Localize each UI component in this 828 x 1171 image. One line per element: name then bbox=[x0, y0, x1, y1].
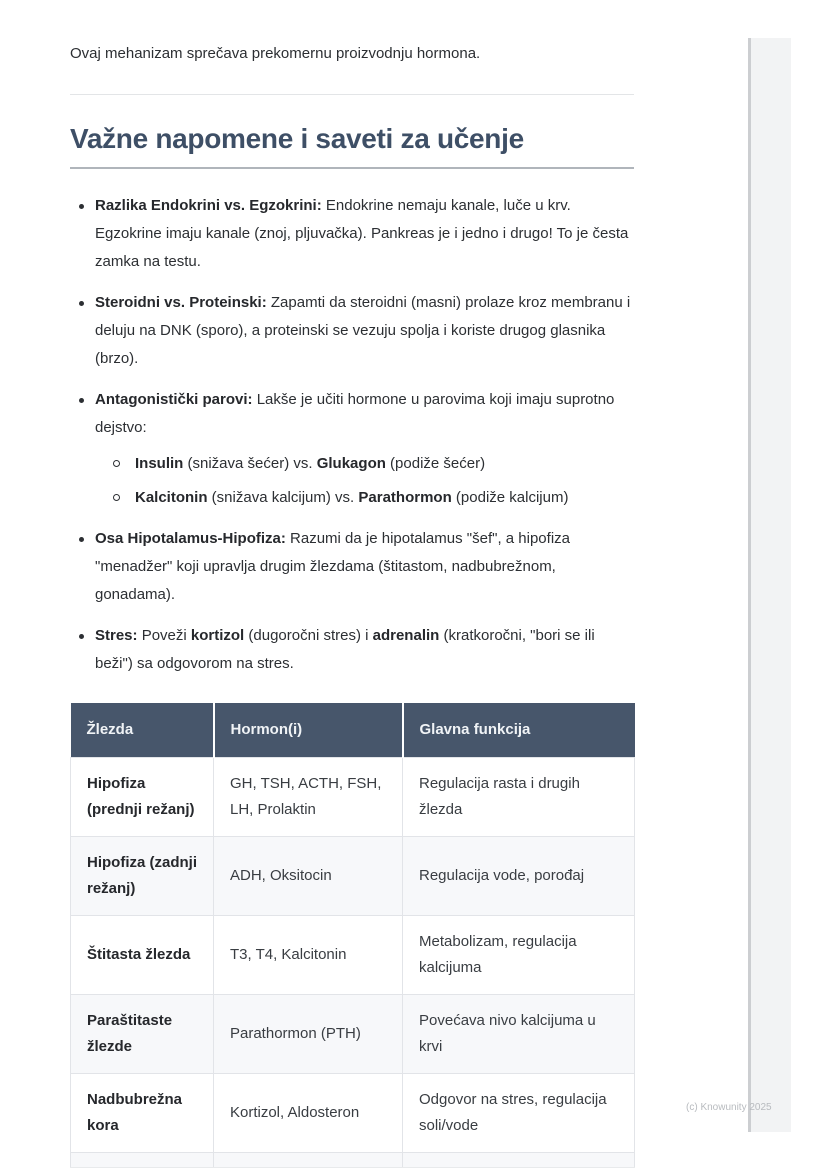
section-divider bbox=[70, 94, 634, 95]
adjacent-page-edge bbox=[748, 38, 791, 1132]
table-row bbox=[71, 1074, 635, 1153]
list-item: Osa Hipotalamus-Hipofiza: Razumi da je hipotalamus "šef", a hipofiza "menadžer" koji upravlja drugim žlezdama (štitastom, nadbubrežnom, gonadama). bbox=[70, 525, 634, 609]
hormone-table bbox=[70, 703, 635, 1168]
gland-cell: Hipofiza (zadnji režanj) bbox=[71, 837, 214, 916]
hormones-cell: Kortizol, Aldosteron bbox=[214, 1074, 403, 1153]
truncated-cell bbox=[214, 1153, 403, 1168]
function-cell: Regulacija vode, porođaj bbox=[403, 837, 635, 916]
column-header-function: Glavna funkcija bbox=[403, 703, 635, 758]
column-header-gland: Žlezda bbox=[71, 703, 214, 758]
gland-cell: Paraštitaste žlezde bbox=[71, 995, 214, 1074]
hormone-table-body bbox=[71, 758, 635, 1168]
truncated-cell bbox=[403, 1153, 635, 1168]
hormones-cell: GH, TSH, ACTH, FSH, LH, Prolaktin bbox=[214, 758, 403, 837]
function-cell: Odgovor na stres, regulacija soli/vode bbox=[403, 1074, 635, 1153]
sub-list-item: Insulin (snižava šećer) vs. Glukagon (podiže šećer) bbox=[95, 450, 634, 478]
hormones-cell: Parathormon (PTH) bbox=[214, 995, 403, 1074]
table-header-row bbox=[71, 703, 635, 758]
table-row-truncated bbox=[71, 1153, 635, 1168]
watermark: (c) Knowunity 2025 bbox=[686, 1102, 772, 1113]
sub-list bbox=[95, 450, 634, 512]
function-cell: Metabolizam, regulacija kalcijuma bbox=[403, 916, 635, 995]
table-row bbox=[71, 995, 635, 1074]
function-cell: Povećava nivo kalcijuma u krvi bbox=[403, 995, 635, 1074]
gland-cell: Nadbubrežna kora bbox=[71, 1074, 214, 1153]
sub-list-item: Kalcitonin (snižava kalcijum) vs. Parathormon (podiže kalcijum) bbox=[95, 484, 634, 512]
intro-paragraph: Ovaj mehanizam sprečava prekomernu proizvodnju hormona. bbox=[70, 45, 481, 62]
hormones-cell: T3, T4, Kalcitonin bbox=[214, 916, 403, 995]
section-heading: Važne napomene i saveti za učenje bbox=[70, 123, 524, 154]
gland-cell: Štitasta žlezda bbox=[71, 916, 214, 995]
list-item: Steroidni vs. Proteinski: Zapamti da steroidni (masni) prolaze kroz membranu i deluju na DNK (sporo), a proteinski se vezuju spolja i koriste drugog glasnika (brzo). bbox=[70, 289, 634, 373]
document-content bbox=[70, 0, 634, 1168]
list-item: Razlika Endokrini vs. Egzokrini: Endokrine nemaju kanale, luče u krv. Egzokrine imaju kanale (znoj, pljuvačka). Pankreas je i jedno i drugo! To je česta zamka na testu. bbox=[70, 192, 634, 276]
notes-list bbox=[70, 192, 634, 678]
table-row bbox=[71, 837, 635, 916]
column-header-hormones: Hormon(i) bbox=[214, 703, 403, 758]
gland-cell: Hipofiza (prednji režanj) bbox=[71, 758, 214, 837]
table-row bbox=[71, 916, 635, 995]
list-item: Antagonistički parovi: Lakše je učiti hormone u parovima koji imaju suprotno dejstvo: Insulin (snižava šećer) vs. Glukagon (podiže šećer) Kalcitonin (snižava kalcijum) vs. Parathormon (podiže kalcijum) bbox=[70, 386, 634, 512]
truncated-cell bbox=[71, 1153, 214, 1168]
hormone-table-header bbox=[71, 703, 635, 758]
list-item: Stres: Poveži kortizol (dugoročni stres) i adrenalin (kratkoročni, "bori se ili beži") sa odgovorom na stres. bbox=[70, 622, 634, 678]
heading-underline bbox=[70, 167, 634, 169]
function-cell: Regulacija rasta i drugih žlezda bbox=[403, 758, 635, 837]
table-row bbox=[71, 758, 635, 837]
hormones-cell: ADH, Oksitocin bbox=[214, 837, 403, 916]
